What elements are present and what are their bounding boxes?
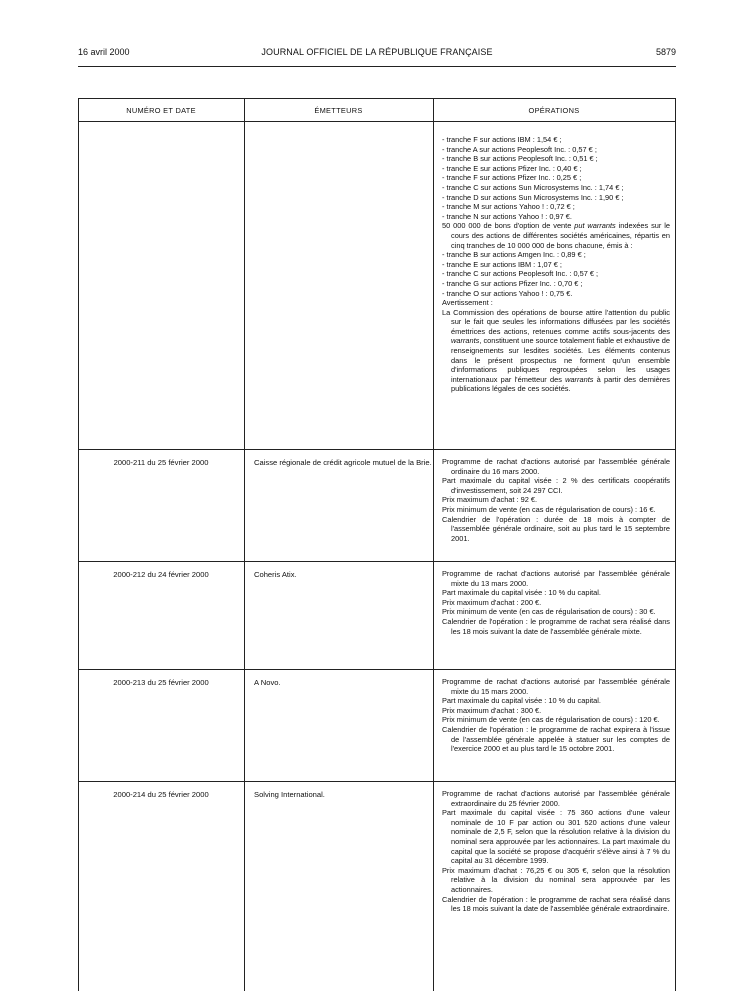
operation-line: Prix minimum de vente (en cas de régularisation de cours) : 16 €. — [442, 504, 656, 514]
operation-line: - tranche B sur actions Amgen Inc. : 0,89 € ; — [442, 250, 586, 260]
table-row — [78, 669, 676, 782]
operation-line: Prix minimum de vente (en cas de régularisation de cours) : 120 €. — [442, 715, 660, 725]
journal-title: JOURNAL OFFICIEL DE LA RÉPUBLIQUE FRANÇAISE — [261, 47, 493, 57]
operation-line: - tranche E sur actions IBM : 1,07 € ; — [442, 259, 562, 269]
table-row — [78, 561, 676, 670]
operation-line: 50 000 000 de bons d'option de vente put warrants indexées sur le cours des actions de différentes sociétés américaines, répartis en cinq tranches de 10 000 000 de bons chacune, émis à : — [442, 221, 671, 250]
operations-table — [78, 98, 676, 991]
operation-line: La Commission des opérations de bourse attire l'attention du public sur le fait que seules les informations diffusées par les sociétés émettrices des actions, retenues comme actifs sous-jacents des warrants, constituent une source totalement fiable et exhaustive de renseignements sur lesdites sociétés. Les éléments contenus dans le présent prospectus ne forment qu'un ensemble d'informations publiques regroupées selon les usages internationaux par l'émetteur des warrants à partir des dernières publications légales de ces sociétés. — [442, 307, 670, 394]
row-numero: 2000-211 du 25 février 2000 — [113, 458, 209, 467]
row-emetteur: Solving International. — [254, 790, 325, 799]
row-operations — [442, 677, 670, 754]
operation-line: Calendrier de l'opération : le programme de rachat sera réalisé dans les 18 mois suivant la date de l'assemblée générale extraordinaire. — [442, 894, 670, 914]
operation-line: Part maximale du capital visée : 2 % des certificats coopératifs d'investissement, soit 24 297 CCI. — [442, 476, 670, 495]
row-numero: 2000-214 du 25 février 2000 — [113, 790, 209, 799]
operation-line: Part maximale du capital visée : 75 360 actions d'une valeur nominale de 10 F par action ou 301 520 actions d'une valeur nominale de 2,5 F, selon que la résolution relative à la division du nominal sera approuvée par les actionnaires. La part maximale du capital que la société se propose d'acquérir s'élève ainsi à 7 % du capital au 31 décembre 1999. — [442, 808, 670, 866]
operation-line: - tranche D sur actions Sun Microsystems Inc. : 1,90 € ; — [442, 192, 624, 202]
operation-line: Calendrier de l'opération : durée de 18 mois à compter de l'assemblée générale ordinaire, soit au plus tard le 15 septembre 2001. — [442, 514, 670, 543]
row-numero: 2000-212 du 24 février 2000 — [113, 570, 209, 579]
operation-line: Prix maximum d'achat : 200 €. — [442, 597, 542, 607]
operation-line: Part maximale du capital visée : 10 % du capital. — [442, 588, 601, 598]
row-operations — [442, 135, 670, 394]
table-header — [78, 99, 676, 122]
header-date: 16 avril 2000 — [78, 47, 130, 57]
table-row — [78, 449, 676, 562]
operation-line: Avertissement : — [442, 298, 493, 308]
operation-line: - tranche A sur actions Peoplesoft Inc. : 0,57 € ; — [442, 144, 597, 154]
header-numero: NUMÉRO ET DATE — [126, 106, 196, 115]
operation-line: - tranche N sur actions Yahoo ! : 0,97 €. — [442, 211, 572, 221]
operation-line: Prix maximum d'achat : 92 €. — [442, 495, 538, 505]
row-operations — [442, 789, 670, 914]
page-header — [78, 44, 676, 62]
operation-line: Prix minimum de vente (en cas de régularisation de cours) : 30 €. — [442, 607, 656, 617]
row-emetteur: A Novo. — [254, 678, 281, 687]
row-operations — [442, 457, 670, 543]
operation-line: - tranche C sur actions Peoplesoft Inc. : 0,57 € ; — [442, 269, 599, 279]
row-emetteur: Coheris Atix. — [254, 570, 297, 579]
operation-line: - tranche B sur actions Peoplesoft Inc. : 0,51 € ; — [442, 154, 598, 164]
row-emetteur: Caisse régionale de crédit agricole mutuel de la Brie. — [254, 458, 432, 467]
operation-line: Programme de rachat d'actions autorisé par l'assemblée générale mixte du 15 mars 2000. — [442, 677, 670, 696]
operation-line: - tranche G sur actions Pfizer Inc. : 0,70 € ; — [442, 278, 583, 288]
row-numero: 2000-213 du 25 février 2000 — [113, 678, 209, 687]
table-row — [78, 121, 676, 450]
operation-line: - tranche E sur actions Pfizer Inc. : 0,40 € ; — [442, 163, 582, 173]
operation-line: Programme de rachat d'actions autorisé par l'assemblée générale ordinaire du 16 mars 2000. — [442, 457, 670, 476]
operation-line: Programme de rachat d'actions autorisé par l'assemblée générale extraordinaire du 25 février 2000. — [442, 789, 670, 808]
operation-line: Prix maximum d'achat : 76,25 € ou 305 €, selon que la résolution relative à la division du nominal sera approuvée par les actionnaires. — [442, 865, 670, 894]
operation-line: - tranche F sur actions IBM : 1,54 € ; — [442, 135, 562, 144]
page-number: 5879 — [655, 47, 676, 57]
operation-line: - tranche F sur actions Pfizer Inc. : 0,25 € ; — [442, 173, 582, 183]
operation-line: Calendrier de l'opération : le programme de rachat sera réalisé dans les 18 mois suivant la date de l'assemblée générale mixte. — [442, 616, 670, 636]
header-rule — [78, 66, 676, 67]
header-operations: OPÉRATIONS — [528, 106, 580, 115]
operation-line: Prix maximum d'achat : 300 €. — [442, 705, 542, 715]
row-operations — [442, 569, 670, 636]
table-row — [78, 781, 676, 953]
operation-line: - tranche M sur actions Yahoo ! : 0,72 € ; — [442, 202, 575, 212]
operation-line: - tranche O sur actions Yahoo ! : 0,75 €. — [442, 288, 573, 298]
operation-line: Part maximale du capital visée : 10 % du capital. — [442, 696, 601, 706]
operation-line: Calendrier de l'opération : le programme de rachat expirera à l'issue de l'assemblée générale appelée à statuer sur les comptes de l'exercice 2000 et au plus tard le 15 octobre 2001. — [442, 724, 670, 754]
operation-line: - tranche C sur actions Sun Microsystems Inc. : 1,74 € ; — [442, 182, 624, 192]
operation-line: Programme de rachat d'actions autorisé par l'assemblée générale mixte du 13 mars 2000. — [442, 569, 670, 588]
header-emetteurs: ÉMETTEURS — [314, 106, 363, 115]
